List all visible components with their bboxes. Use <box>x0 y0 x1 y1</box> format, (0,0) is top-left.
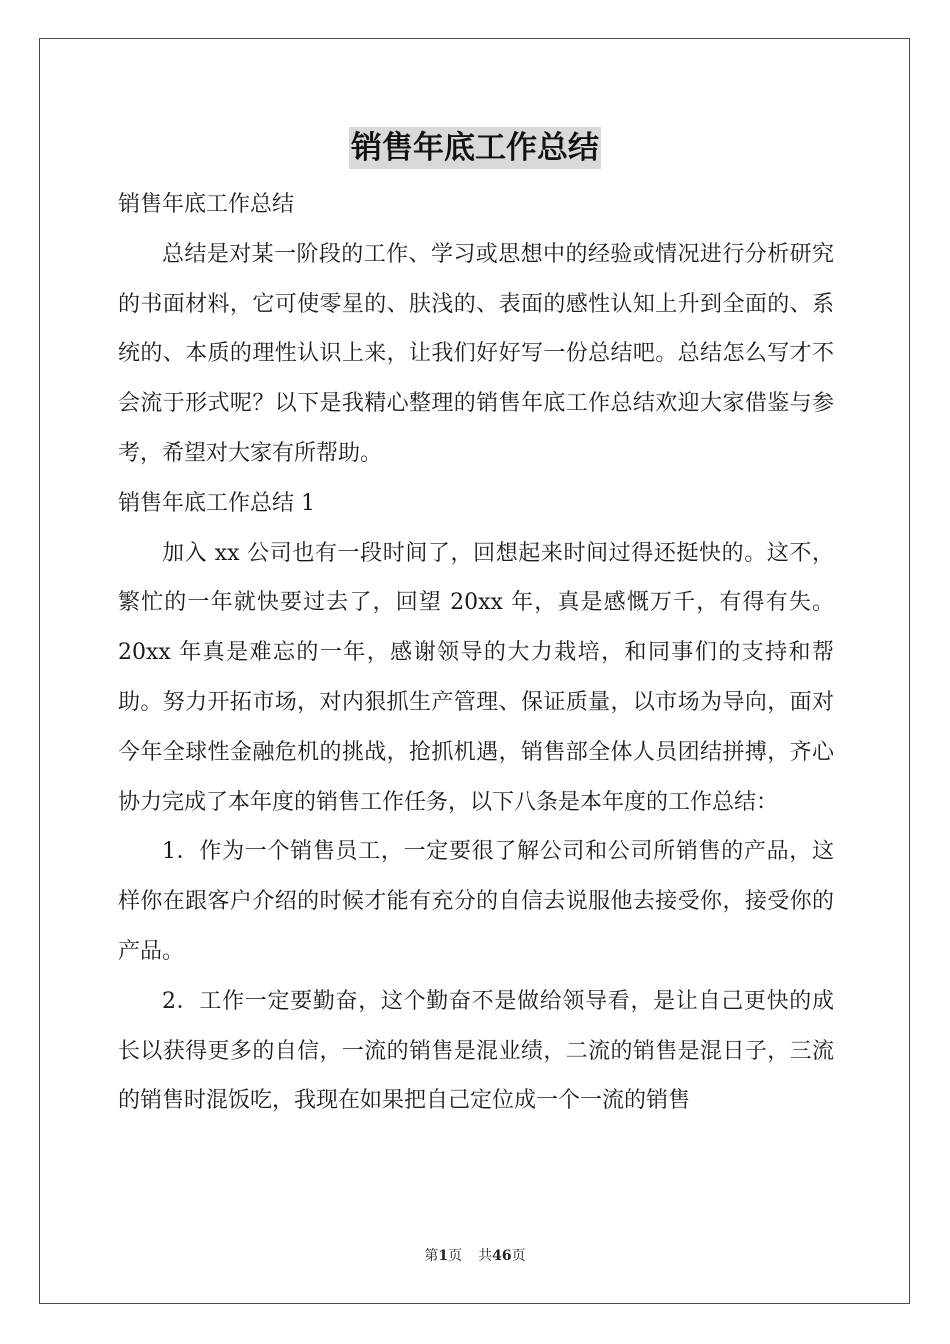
list-item-paragraph: 2．工作一定要勤奋，这个勤奋不是做给领导看，是让自己更快的成长以获得更多的自信，一流的销售是混业绩，二流的销售是混日子，三流的销售时混饭吃，我现在如果把自己定位成一个一流的销售 <box>118 988 834 1114</box>
subtitle-paragraph: 销售年底工作总结 <box>118 192 295 217</box>
page-suffix: 页 <box>448 1248 463 1264</box>
intro-paragraph: 总结是对某一阶段的工作、学习或思想中的经验或情况进行分析研究的书面材料，它可使零星的、肤浅的、表面的感性认知上升到全面的、系统的、本质的理性认识上来，让我们好好写一份总结吧。总结怎么写才不会流于形式呢？以下是我精心整理的销售年底工作总结欢迎大家借鉴与参考，希望对大家有所帮助。 <box>118 241 834 466</box>
document-body <box>118 180 834 1126</box>
body-paragraph: 加入 xx 公司也有一段时间了，回想起来时间过得还挺快的。这不，繁忙的一年就快要过去了，回望 20xx 年，真是感慨万千，有得有失。20xx 年真是难忘的一年，感谢领导的大力栽培，和同事们的支持和帮助。努力开拓市场，对内狠抓生产管理、保证质量，以市场为导向，面对今年全球性金融危机的挑战，抢抓机遇，销售部全体人员团结拼搏，齐心协力完成了本年度的销售工作任务，以下八条是本年度的工作总结： <box>118 540 834 815</box>
title-container <box>0 127 950 169</box>
total-pages: 46 <box>492 1248 512 1264</box>
total-suffix: 页 <box>511 1248 526 1264</box>
page-prefix: 第 <box>424 1248 439 1264</box>
page-number: 1 <box>438 1248 449 1264</box>
page-footer <box>0 1245 950 1265</box>
document-title: 销售年底工作总结 <box>349 127 601 169</box>
section-heading: 销售年底工作总结 1 <box>118 490 315 516</box>
total-prefix: 共 <box>478 1248 493 1264</box>
list-item-paragraph: 1．作为一个销售员工，一定要很了解公司和公司所销售的产品，这样你在跟客户介绍的时候才能有充分的自信去说服他去接受你，接受你的产品。 <box>118 839 834 964</box>
